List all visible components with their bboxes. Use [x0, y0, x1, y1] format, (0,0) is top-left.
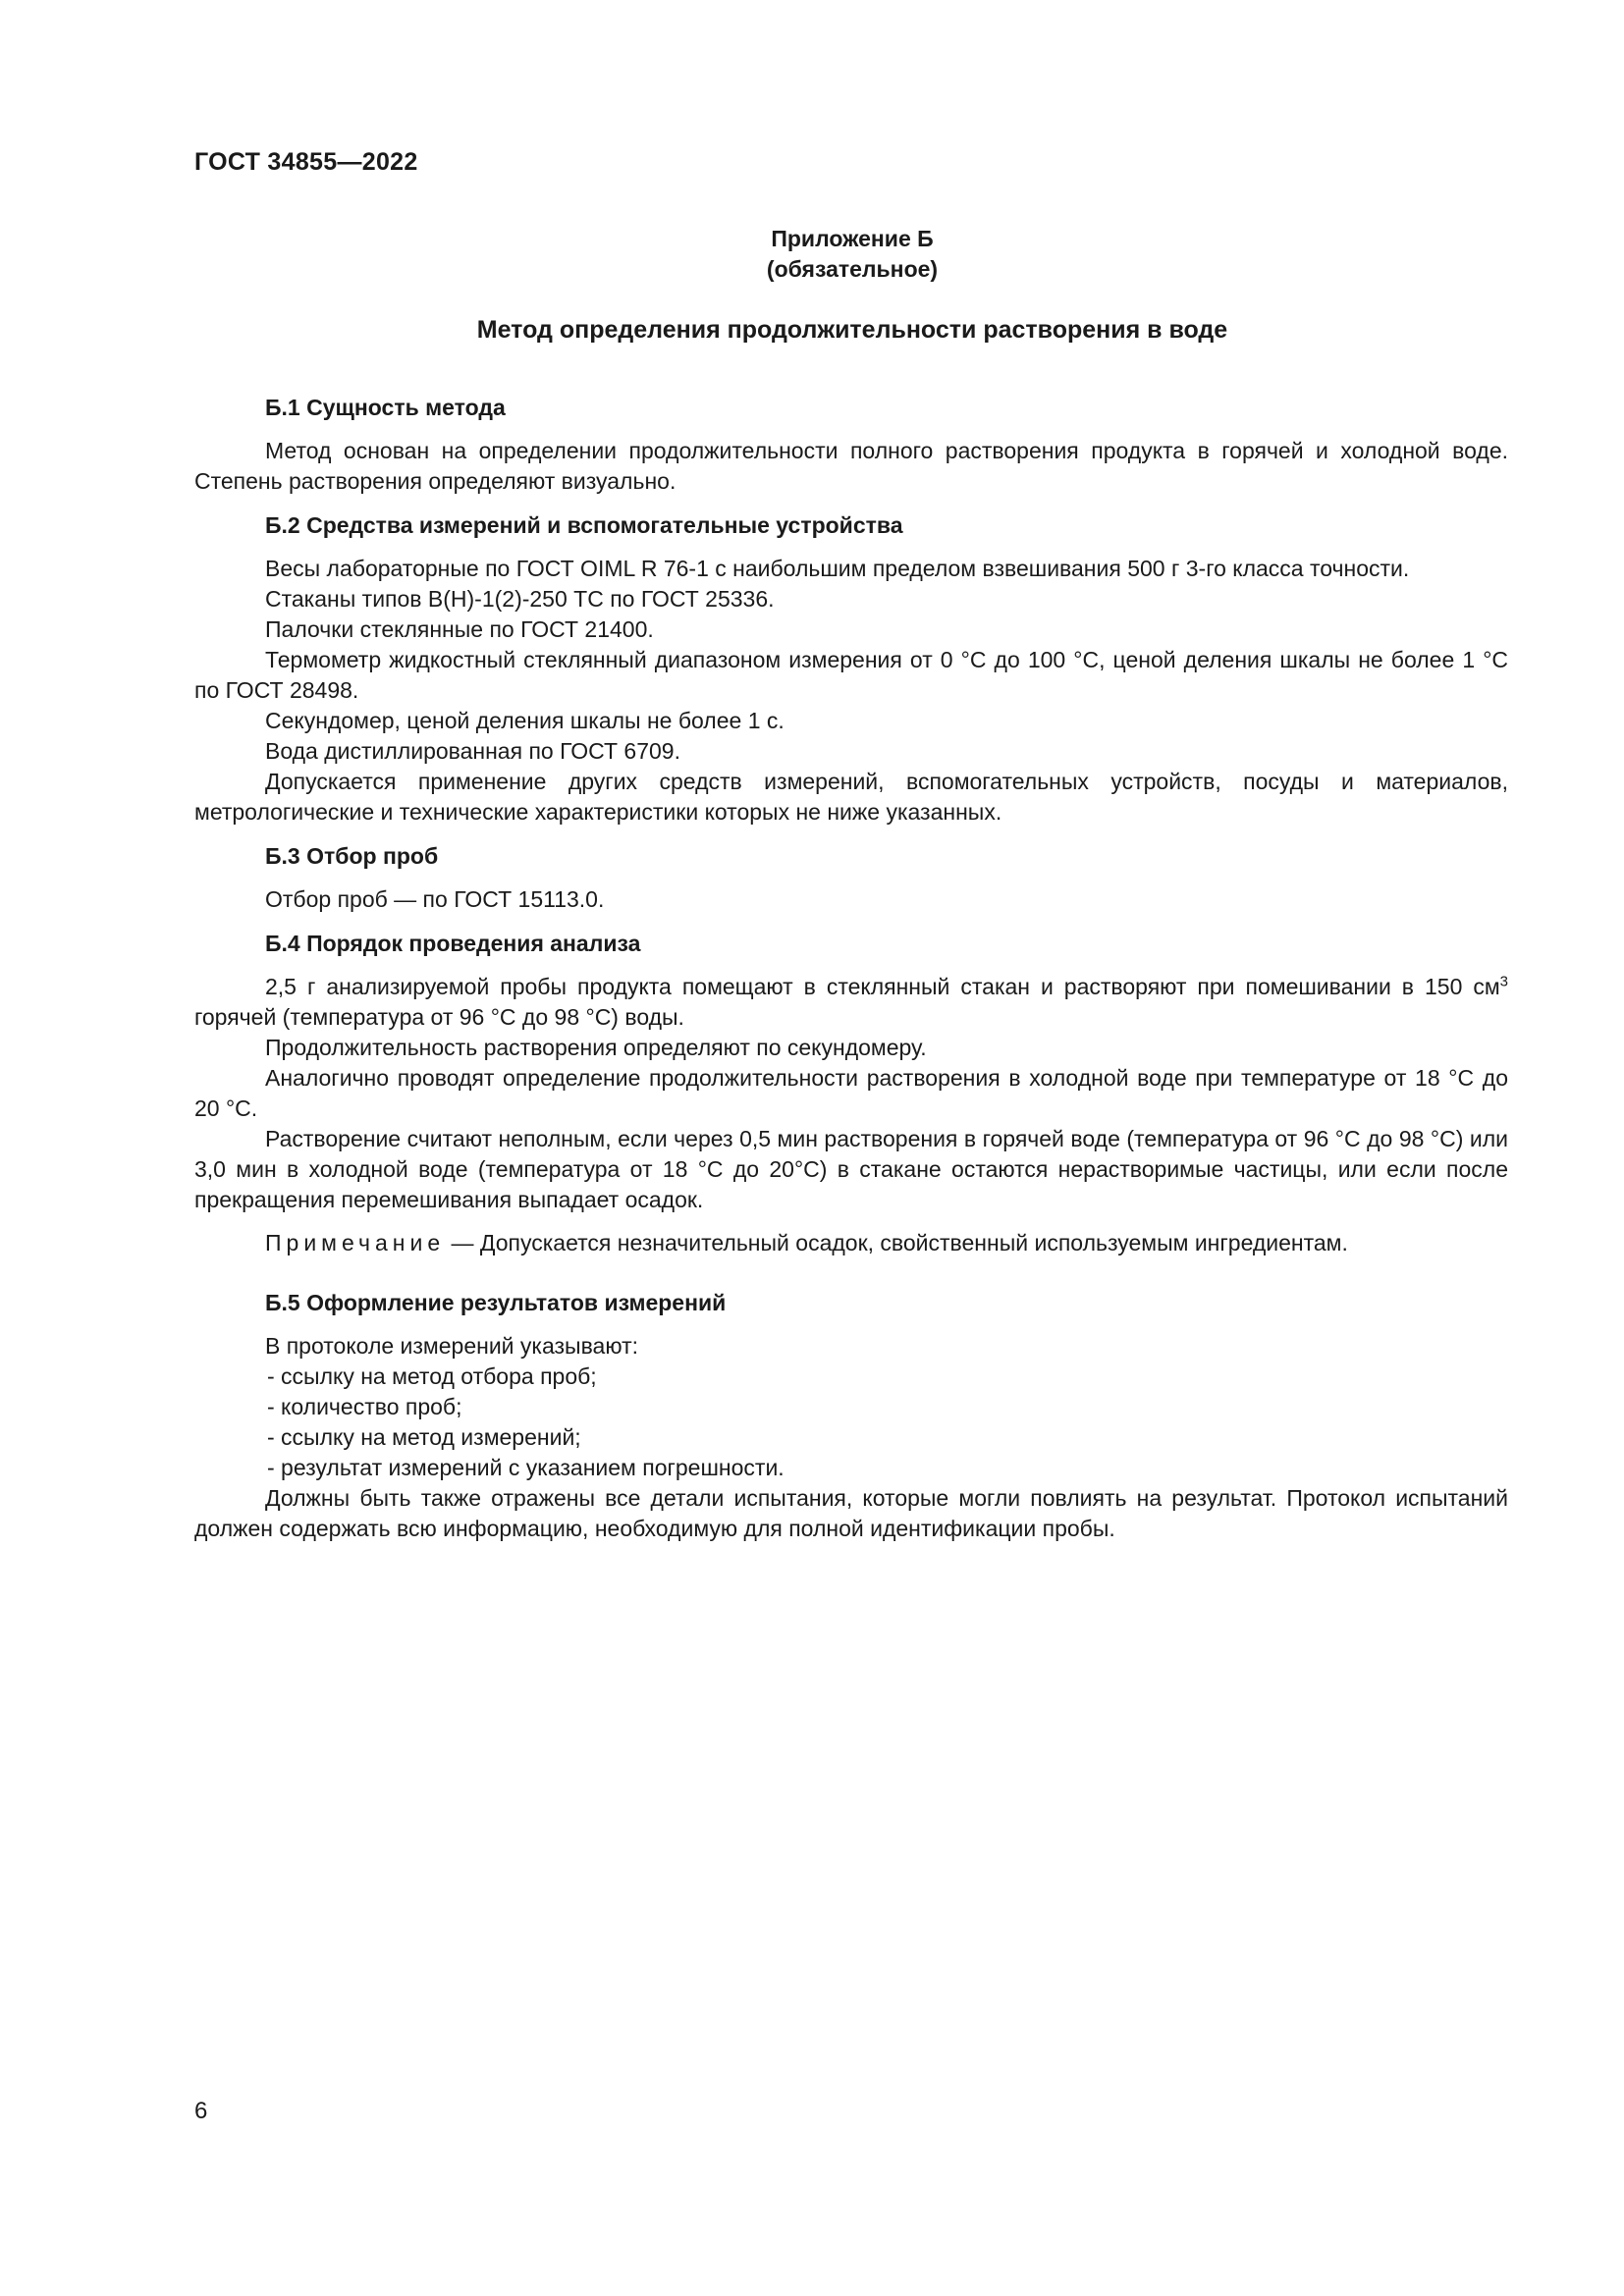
- paragraph: Стаканы типов В(Н)-1(2)-250 ТС по ГОСТ 25336.: [265, 586, 775, 612]
- paragraph: Отбор проб — по ГОСТ 15113.0.: [265, 886, 605, 912]
- document-header: ГОСТ 34855—2022: [194, 148, 418, 176]
- appendix-status: (обязательное): [766, 256, 939, 282]
- note-text: — Допускается незначительный осадок, свойственный используемым ингредиентам.: [445, 1230, 1348, 1255]
- paragraph: Секундомер, ценой деления шкалы не более 1 с.: [265, 708, 785, 733]
- paragraph: Аналогично проводят определение продолжительности растворения в холодной воде при температуре от 18 °С до 20 °С.: [194, 1065, 1508, 1121]
- paragraph: Вода дистиллированная по ГОСТ 6709.: [265, 738, 680, 764]
- list-item: - результат измерений с указанием погрешности.: [267, 1455, 785, 1480]
- paragraph: Весы лабораторные по ГОСТ OIML R 76-1 с наибольшим пределом взвешивания 500 г 3-го класса точности.: [265, 556, 1410, 581]
- list-item: - ссылку на метод отбора проб;: [267, 1363, 597, 1389]
- paragraph: Метод основан на определении продолжительности полного растворения продукта в горячей и холодной воде. Степень растворения определяют визуально.: [194, 438, 1508, 494]
- paragraph: Термометр жидкостный стеклянный диапазоном измерения от 0 °С до 100 °С, ценой деления шкалы не более 1 °С по ГОСТ 28498.: [194, 647, 1508, 703]
- paragraph-text: горячей (температура от 96 °С до 98 °С) воды.: [194, 1004, 684, 1030]
- paragraph: Палочки стеклянные по ГОСТ 21400.: [265, 616, 654, 642]
- section-heading-b4: Б.4 Порядок проведения анализа: [265, 931, 641, 956]
- paragraph-text: 2,5 г анализируемой пробы продукта помещают в стеклянный стакан и растворяют при помешивании в 150 см: [265, 974, 1500, 999]
- appendix-label: Приложение Б: [771, 226, 934, 251]
- paragraph: [194, 972, 1508, 1033]
- section-heading-b5: Б.5 Оформление результатов измерений: [265, 1290, 727, 1315]
- superscript: 3: [1499, 973, 1508, 990]
- note: [194, 1228, 1508, 1258]
- appendix-title: Метод определения продолжительности растворения в воде: [476, 316, 1228, 344]
- section-heading-b1: Б.1 Сущность метода: [265, 395, 506, 420]
- paragraph: Должны быть также отражены все детали испытания, которые могли повлиять на результат. Протокол испытаний должен содержать всю информацию, необходимую для полной идентификации пробы.: [194, 1485, 1508, 1541]
- section-heading-b3: Б.3 Отбор проб: [265, 843, 439, 869]
- note-label: Примечание: [265, 1230, 446, 1255]
- page-number: 6: [194, 2098, 208, 2124]
- document-body: [194, 393, 1508, 1544]
- paragraph: Допускается применение других средств измерений, вспомогательных устройств, посуды и материалов, метрологические и технические характеристики которых не ниже указанных.: [194, 769, 1508, 825]
- section-heading-b2: Б.2 Средства измерений и вспомогательные устройства: [265, 512, 903, 538]
- paragraph: Растворение считают неполным, если через 0,5 мин растворения в горячей воде (температура от 96 °С до 98 °С) или 3,0 мин в холодной воде (температура от 18 °С до 20°С) в стакане остаются нерастворимые частицы, или если после прекращения перемешивания выпадает осадок.: [194, 1126, 1508, 1212]
- list-item: - ссылку на метод измерений;: [267, 1424, 581, 1450]
- appendix-label-block: [194, 224, 1510, 285]
- paragraph: В протоколе измерений указывают:: [265, 1333, 639, 1359]
- list-item: - количество проб;: [267, 1394, 462, 1419]
- paragraph: Продолжительность растворения определяют по секундомеру.: [265, 1035, 927, 1060]
